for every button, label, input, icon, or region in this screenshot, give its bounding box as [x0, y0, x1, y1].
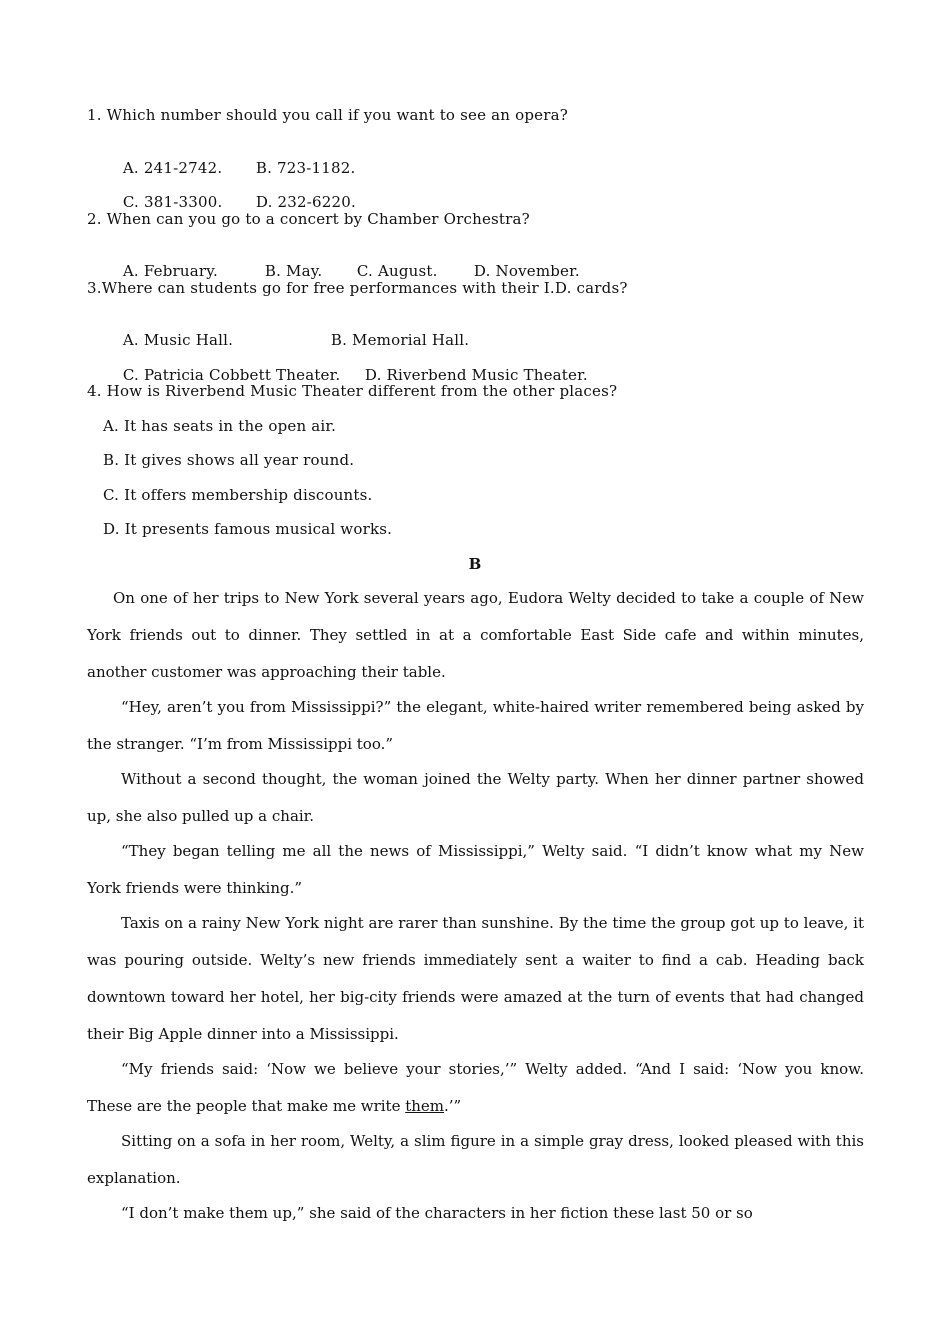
option-text: Riverbend Music Theater. [386, 366, 588, 384]
option-text: 381-3300. [143, 193, 223, 211]
option-text: February. [143, 262, 218, 280]
option-text: 241-2742. [143, 159, 223, 177]
question-4-option-b [103, 451, 354, 469]
option-letter: D. [473, 262, 491, 280]
option-text: May. [286, 262, 323, 280]
passage-paragraph-2: “Hey, aren’t you from Mississippi?” the elegant, white-haired writer remembered being asked by the stranger. “I’m from Mississippi too.” [87, 698, 864, 753]
option-text: November. [495, 262, 580, 280]
option-text: August. [377, 262, 438, 280]
passage-paragraph-6 [87, 1051, 864, 1125]
underlined-word: them [405, 1097, 445, 1115]
option-text: Patricia Cobbett Theater. [143, 366, 341, 384]
option-letter: B. [255, 159, 273, 177]
option-text: 232-6220. [277, 193, 356, 211]
option-text: It offers membership discounts. [124, 486, 373, 504]
option-text: It has seats in the open air. [123, 417, 337, 435]
option-letter: B. [330, 331, 348, 349]
option-letter: B. [103, 451, 120, 469]
passage-paragraph-5: Taxis on a rainy New York night are rarer than sunshine. By the time the group got up to leave, it was pouring outside. Welty’s new friends immediately sent a waiter to find a cab. Heading back downtown toward her hotel, her big-city friends were amazed at the turn of events that had changed their Big Apple dinner into a Mississippi. [87, 914, 864, 1043]
option-letter: D. [103, 520, 120, 538]
question-2-stem: 2. When can you go to a concert by Chamber Orchestra? [87, 210, 530, 228]
option-letter: D. [255, 193, 273, 211]
passage-paragraph-4: “They began telling me all the news of Mississippi,” Welty said. “I didn’t know what my New York friends were thinking.” [87, 842, 864, 897]
passage-paragraph-8: “I don’t make them up,” she said of the characters in her fiction these last 50 or so [121, 1204, 753, 1222]
option-letter: A. [103, 417, 120, 435]
question-3-stem: 3.Where can students go for free performances with their I.D. cards? [87, 279, 628, 297]
option-text: Music Hall. [143, 331, 234, 349]
option-text: It presents famous musical works. [124, 520, 393, 538]
option-text: 723-1182. [277, 159, 356, 177]
option-letter: A. [122, 331, 139, 349]
passage-paragraph-1: On one of her trips to New York several years ago, Eudora Welty decided to take a couple of New York friends out to dinner. They settled in at a comfortable East Side cafe and within minutes, another customer was approaching their table. [87, 589, 864, 681]
question-4-stem: 4. How is Riverbend Music Theater different from the other places? [87, 382, 618, 400]
option-letter: C. [103, 486, 120, 504]
option-letter: C. [122, 366, 139, 384]
passage-paragraph-3: Without a second thought, the woman joined the Welty party. When her dinner partner showed up, she also pulled up a chair. [87, 770, 864, 825]
question-4-option-c [103, 486, 373, 504]
option-letter: A. [122, 159, 139, 177]
option-text: Memorial Hall. [352, 331, 470, 349]
question-4-option-d [103, 520, 392, 538]
option-letter: B. [264, 262, 282, 280]
option-letter: A. [122, 262, 139, 280]
paragraph-text: .’” [444, 1097, 462, 1115]
option-text: It gives shows all year round. [124, 451, 355, 469]
question-1-stem: 1. Which number should you call if you want to see an opera? [87, 106, 568, 124]
paragraph-text: “My friends said: ‘Now we believe your stories,’” Welty added. “And I said: ‘Now you know. These are the people that make me write [87, 1060, 864, 1115]
passage-paragraph-7: Sitting on a sofa in her room, Welty, a slim figure in a simple gray dress, looked pleased with this explanation. [87, 1132, 864, 1187]
section-heading: B [468, 555, 482, 573]
option-letter: C. [356, 262, 373, 280]
question-4-option-a [103, 417, 336, 435]
option-letter: D. [364, 366, 382, 384]
option-letter: C. [122, 193, 139, 211]
